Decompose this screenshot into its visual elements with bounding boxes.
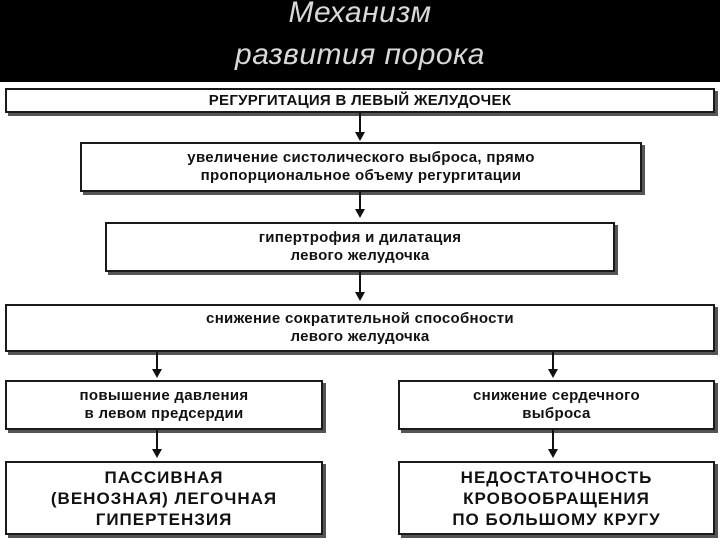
node-atrial-pressure [5, 380, 323, 430]
node-atrial-pressure-label: повышение давления в левом предсердии [79, 387, 249, 422]
node-stroke-volume [80, 142, 642, 192]
node-cardiac-output-label: снижение сердечного выброса [472, 387, 640, 422]
node-contractility [5, 304, 715, 352]
node-cardiac-output [398, 380, 715, 430]
node-contractility-label: снижение сократительной способности левого желудочка [206, 310, 514, 345]
node-pulmonary-hypertension [5, 461, 323, 535]
node-regurgitation [5, 88, 715, 113]
node-circulation-failure [398, 461, 715, 535]
node-regurgitation-label: РЕГУРГИТАЦИЯ В ЛЕВЫЙ ЖЕЛУДОЧЕК [208, 91, 512, 109]
title-banner [0, 0, 720, 82]
page-title-line-1: Механизм [288, 0, 432, 29]
node-hypertrophy-label: гипертрофия и дилатация левого желудочка [258, 229, 462, 264]
node-pulmonary-hypertension-label: ПАССИВНАЯ (ВЕНОЗНАЯ) ЛЕГОЧНАЯ ГИПЕРТЕНЗИЯ [50, 467, 278, 529]
node-hypertrophy [105, 222, 615, 272]
node-stroke-volume-label: увеличение систолического выброса, прямо пропорциональное объему регургитации [187, 149, 535, 184]
node-circulation-failure-label: НЕДОСТАТОЧНОСТЬ КРОВООБРАЩЕНИЯ ПО БОЛЬШОМУ КРУГУ [452, 467, 661, 529]
page-title-line-2: развития порока [235, 38, 485, 71]
